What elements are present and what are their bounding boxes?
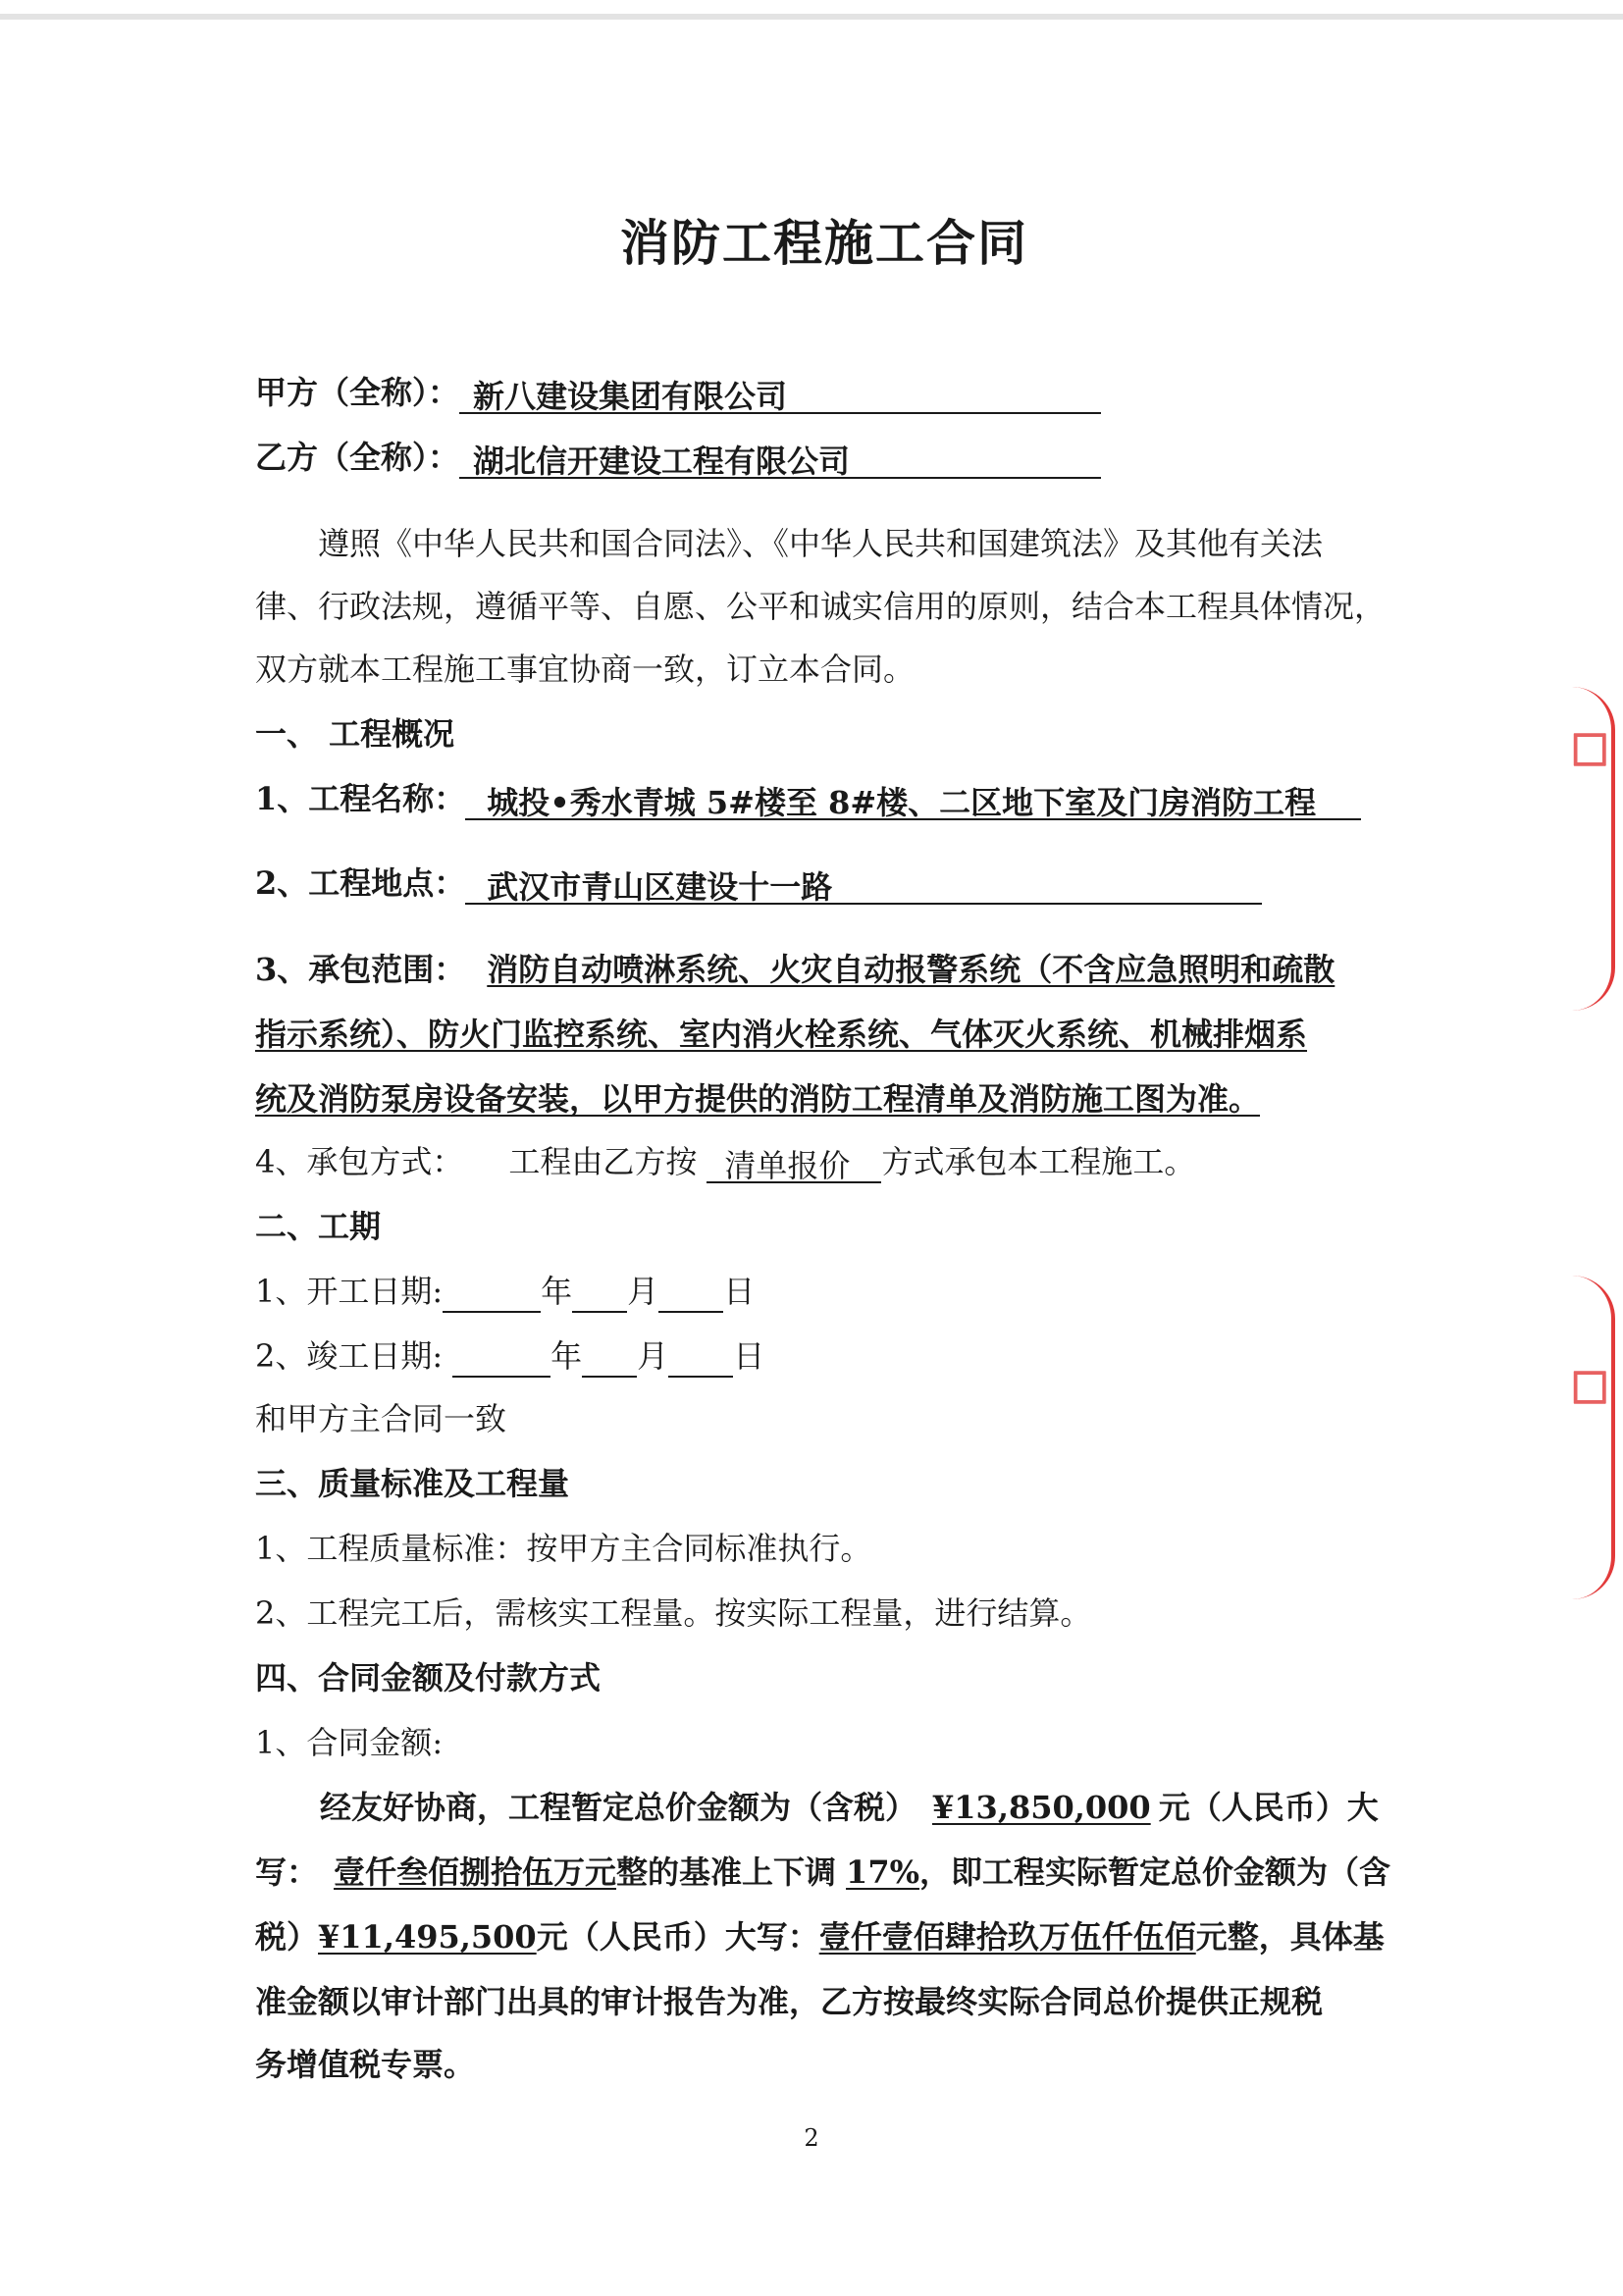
contract-mode-field: [707, 1144, 881, 1183]
end-day-blank: [668, 1338, 733, 1378]
amount-paragraph-line: 务增值税专票。: [255, 2046, 476, 2083]
scope-text: 统及消防泵房设备安装，以甲方提供的消防工程清单及消防施工图为准。: [255, 1080, 1261, 1118]
quality-standard: 1、工程质量标准：按甲方主合同标准执行。: [255, 1530, 872, 1567]
section-1-heading: 一、 工程概况: [255, 715, 455, 753]
month-unit: 月: [627, 1273, 659, 1310]
year-unit: 年: [550, 1337, 583, 1375]
adjustment-percent: 17%: [846, 1853, 919, 1891]
scope-label: 3、承包范围：: [255, 951, 466, 988]
end-month-blank: [582, 1338, 637, 1378]
quantity-settlement: 2、工程完工后，需核实工程量。按实际工程量，进行结算。: [255, 1594, 1092, 1632]
contract-amount-subheading: 1、合同金额:: [255, 1724, 444, 1761]
amount-text: 元（人民币）大: [1158, 1789, 1379, 1826]
section-3-heading: 三、质量标准及工程量: [255, 1465, 570, 1502]
contract-mode-pre: 工程由乙方按: [508, 1143, 698, 1180]
preamble-line: 双方就本工程施工事宜协商一致，订立本合同。: [255, 651, 916, 688]
red-seal-mark: ☐: [1570, 1364, 1609, 1414]
project-location-value: 武汉市青山区建设十一路: [487, 868, 833, 906]
party-a-value-field: [459, 375, 1101, 414]
project-name-label: 1、工程名称：: [255, 780, 466, 817]
amount-text: 元（人民币）大写：: [536, 1918, 819, 1956]
contract-mode-value: 清单报价: [724, 1147, 851, 1184]
project-name-field: [465, 781, 1361, 820]
preamble-line: 律、行政法规，遵循平等、自愿、公平和诚实信用的原则，结合本工程具体情况，: [255, 588, 1387, 625]
end-year-blank: [452, 1338, 550, 1378]
document-title: 消防工程施工合同: [620, 214, 1028, 272]
page-number: 2: [804, 2124, 819, 2152]
start-day-blank: [658, 1274, 723, 1313]
project-location-field: [465, 865, 1262, 905]
amount-paragraph-line: [320, 1786, 1379, 1829]
project-name-value: 城投•秀水青城 5#楼至 8#楼、二区地下室及门房消防工程: [487, 784, 1317, 821]
scope-line: [255, 948, 1335, 991]
amount-in-words: 壹仟叁佰捌拾伍万元: [334, 1853, 617, 1891]
year-unit: 年: [541, 1273, 573, 1310]
section-2-heading: 二、工期: [255, 1208, 382, 1245]
party-b-line: [255, 436, 1101, 479]
amount-text: 写：: [255, 1853, 319, 1891]
start-year-blank: [443, 1274, 541, 1313]
party-b-value-field: [459, 440, 1101, 479]
red-seal-fragment-lower: [1572, 1276, 1615, 1599]
amount-paragraph-line: [255, 1851, 1390, 1894]
preamble-line: 遵照《中华人民共和国合同法》、《中华人民共和国建筑法》及其他有关法: [318, 525, 1324, 562]
amount-paragraph-line: [255, 1915, 1385, 1958]
scope-text: 指示系统）、防火门监控系统、室内消火栓系统、气体灭火系统、机械排烟系: [255, 1016, 1308, 1053]
contract-mode-line: [255, 1140, 1195, 1183]
contract-mode-post: 方式承包本工程施工。: [881, 1143, 1196, 1180]
start-month-blank: [572, 1274, 627, 1313]
adjusted-amount-in-words: 壹仟壹佰肆拾玖万伍仟伍佰: [818, 1918, 1196, 1956]
schedule-note: 和甲方主合同一致: [255, 1400, 507, 1437]
day-unit: 日: [723, 1273, 756, 1310]
party-a-label: 甲方（全称）：: [255, 374, 460, 411]
party-a-value: 新八建设集团有限公司: [473, 378, 788, 415]
red-seal-mark: ☐: [1570, 726, 1609, 776]
party-b-label: 乙方（全称）：: [255, 439, 460, 476]
start-date-line: [255, 1270, 755, 1313]
day-unit: 日: [733, 1337, 765, 1375]
project-location-label: 2、工程地点：: [255, 864, 466, 902]
amount-paragraph-line: 准金额以审计部门出具的审计报告为准，乙方按最终实际合同总价提供正规税: [255, 1983, 1324, 2020]
party-b-value: 湖北信开建设工程有限公司: [473, 443, 851, 480]
scope-text: 消防自动喷淋系统、火灾自动报警系统（不含应急照明和疏散: [487, 951, 1335, 988]
adjusted-amount-figure: ¥11,495,500: [318, 1918, 537, 1956]
section-4-heading: 四、合同金额及付款方式: [255, 1659, 602, 1696]
amount-text: 整的基准上下调: [616, 1853, 837, 1891]
party-a-line: [255, 371, 1101, 414]
project-location-line: [255, 861, 1262, 905]
amount-figure: ¥13,850,000: [932, 1789, 1151, 1826]
amount-text: 经友好协商，工程暂定总价金额为（含税）: [320, 1789, 917, 1826]
end-date-label: 2、竣工日期:: [255, 1337, 444, 1375]
scan-top-edge: [0, 14, 1623, 20]
end-date-line: [255, 1334, 764, 1378]
start-date-label: 1、开工日期:: [255, 1273, 444, 1310]
amount-text: ，即工程实际暂定总价金额为（含: [918, 1853, 1390, 1891]
month-unit: 月: [637, 1337, 669, 1375]
project-name-line: [255, 777, 1361, 820]
contract-mode-label: 4、承包方式：: [255, 1143, 464, 1180]
amount-text: 元整，具体基: [1195, 1918, 1385, 1956]
amount-text: 税）: [255, 1918, 319, 1956]
